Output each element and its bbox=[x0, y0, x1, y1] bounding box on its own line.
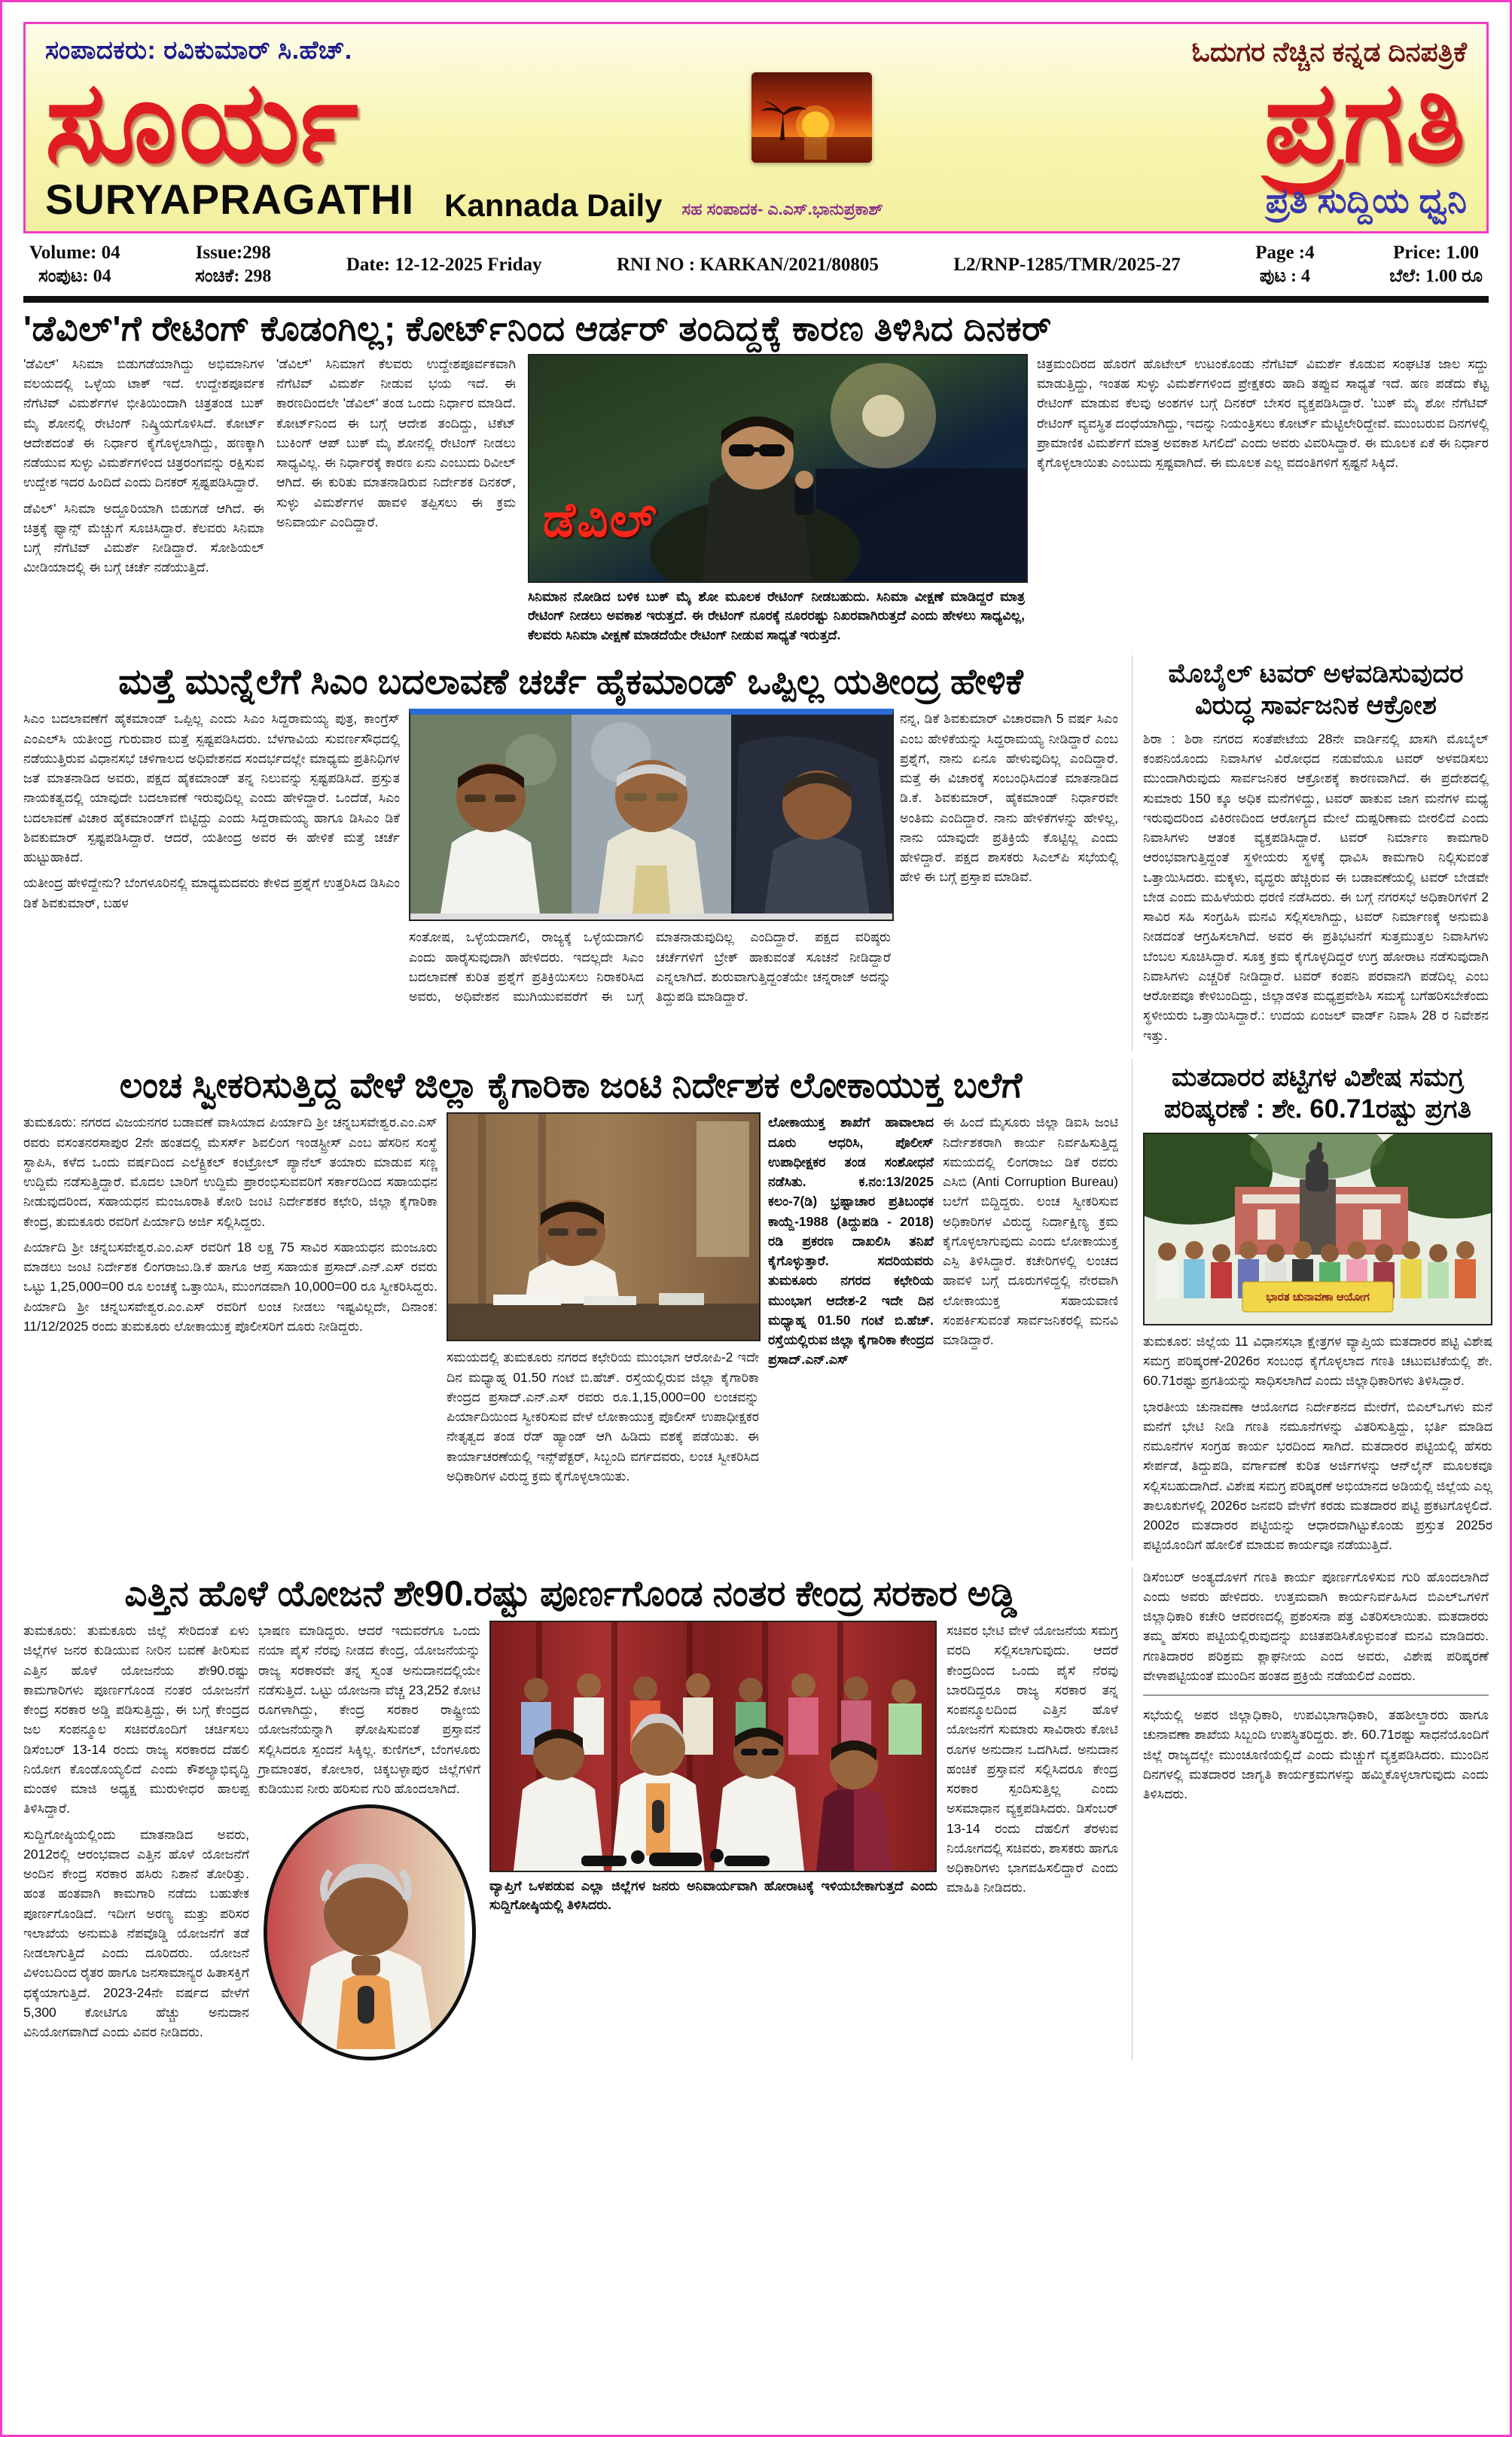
article-devil-col2 bbox=[276, 354, 516, 645]
article-ettina-hole bbox=[23, 1567, 1118, 2061]
paragraph: ಪಿರ್ಯಾದಿ ಶ್ರೀ ಚನ್ನಬಸವೇಶ್ವರ.ಎಂ.ಎಸ್ ರವರಿಗೆ 18 ಲಕ್ಷ 75 ಸಾವಿರ ಸಹಾಯಧನ ಮಂಜೂರು ಮಾಡಲು ಜಂಟಿ ನಿರ್ದೇಶಕ ಲಿಂಗರಾಜು.ಡಿ.ಕೆ ಹಾಗೂ ಆಪ್ತ ಸಹಾಯಕ ಪ್ರಸಾದ್.ಎನ್.ಎಸ್ ರವರು ಒಟ್ಟು 1,25,000=00 ರೂ ಲಂಚಕ್ಕೆ ಒತ್ತಾಯಿಸಿ, ಮುಂಗಡವಾಗಿ 10,000=00 ರೂ ಸ್ವೀಕರಿಸಿದ್ದರು. ಪಿರ್ಯಾದಿ ಶ್ರೀ ಚನ್ನಬಸವೇಶ್ವರ.ಎಂ.ಎಸ್ ರವರಿಗೆ ಲಂಚ ನೀಡಲು ಇಷ್ಟವಿಲ್ಲದೇ, ದಿನಾಂಕ: 11/12/2025 ರಂದು ತುಮಕೂರು ಲೋಕಾಯುಕ್ತ ಪೊಲೀಸರಿಗೆ ದೂರು ನೀಡಿದ್ದರು. bbox=[23, 1239, 437, 1334]
article-devil-figure-block bbox=[528, 354, 1025, 645]
volume-kannada: ಸಂಪುಟ: 04 bbox=[38, 267, 111, 287]
divider-rule bbox=[23, 296, 1489, 303]
paragraph: ನನ್ನ, ಡಿಕೆ ಶಿವಕುಮಾರ್ ವಿಚಾರವಾಗಿ 5 ವರ್ಷ ಸಿಎಂ ಎಂಬ ಹೇಳಿಕೆಯನ್ನು ಸಿದ್ದರಾಮಯ್ಯ ನೀಡಿದ್ದಾರೆ ಎಂಬ ಪ್ರಶ್ನೆಗೆ, ನಾನು ಏನೂ ಹೇಳುವುದಿಲ್ಲ ಎಂದಿದ್ದಾರೆ. ಮತ್ತೆ ಈ ವಿಚಾರಕ್ಕೆ ಸಂಬಂಧಿಸಿದಂತೆ ಮಾತನಾಡಿದ ಡಿ.ಕೆ. ಶಿವಕುಮಾರ್, ಹೈಕಮಾಂಡ್ ನಿರ್ಧಾರವೇ ಅಂತಿಮ ಎಂದಿದ್ದಾರೆ. ನಾನು ಹೇಳಿಕೆಗಳನ್ನು ಹೇಳಿಲ್ಲ, ನಾನು ಯಾವುದೇ ಪ್ರತಿಕ್ರಿಯೆ ಕೊಟ್ಟಿಲ್ಲ ಎಂದು ಹೇಳಿದ್ದಾರೆ. ಪಕ್ಷದ ಶಾಸಕರು ಸಿಎಲ್‌ಪಿ ಸಭೆಯಲ್ಲಿ ಹೇಳಿ ಈ ಬಗ್ಗೆ ಪ್ರಸ್ತಾಪ ಮಾಡಿವೆ. bbox=[900, 711, 1118, 885]
article-voter-revision bbox=[1132, 1059, 1492, 1561]
paragraph: ಚಿತ್ರಮಂದಿರದ ಹೊರಗೆ ಹೊಟೇಲ್ ಉಟಂಕೊಂಡು ನೆಗೆಟಿವ್ ವಿಮರ್ಶೆ ಕೊಡುವ ಸಂಘಟಿತ ಜಾಲ ಸದ್ದು ಮಾಡುತ್ತಿದ್ದು, ಇಂತಹ ಸುಳ್ಳು ವಿಮರ್ಶೆಗಳಿಂದ ಪ್ರೇಕ್ಷಕರು ಹಾದಿ ತಪ್ಪುವ ಸಾಧ್ಯತೆ ಇದೆ. ಹಣ ಪಡೆದು ಕೆಟ್ಟ ರೇಟಿಂಗ್ ಮಾಡುವ ಕೆಲವು ಅಂಶಗಳ ಬಗ್ಗೆ ದಿನಕರ್ ಬೇಸರ ವ್ಯಕ್ತಪಡಿಸಿದ್ದಾರೆ. 'ಬುಕ್ ಮೈ ಶೋ ನೆಗೆಟಿವ್ ರೇಟಿಂಗ್ ವ್ಯವಸ್ಥಿತ ದಂಧೆಯಾಗಿದ್ದು, ಇದನ್ನು ನಿಯಂತ್ರಿಸಲು ಕೋರ್ಟ್ ಮೆಟ್ಟಿಲೇರಿದ್ದೇವೆ. ಮುಂಬರುವ ದಿನಗಳಲ್ಲಿ ಪ್ರಾಮಾಣಿಕ ವಿಮರ್ಶೆಗೆ ಮಾತ್ರ ಅವಕಾಶ ಸಿಗಲಿದೆ' ಎಂದು ಅವರು ವಿವರಿಸಿದ್ದಾರೆ. ಈ ಮೂಲಕ ಏಕೆ ಈ ನಿರ್ಧಾರ ಕೈಗೊಳ್ಳಲಾಯಿತು ಎಂಬುದು ಸ್ಪಷ್ಟವಾಗಿದೆ. ಈ ಮೂಲಕ ಎಲ್ಲ ವದಂತಿಗಳಿಗೆ ಸ್ಪಷ್ಟನೆ ಸಿಕ್ಕಿದೆ. bbox=[1037, 355, 1489, 471]
issue-kannada: ಸಂಚಿಕೆ: 298 bbox=[195, 267, 272, 287]
paragraph: ಶಿರಾ : ಶಿರಾ ನಗರದ ಸಂತೆಪೇಟೆಯ 28ನೇ ವಾರ್ಡಿನಲ್ಲಿ ಖಾಸಗಿ ಮೊಬೈಲ್ ಕಂಪನಿಯೊಂದು ನಿವಾಸಿಗಳ ವಿರೋಧದ ನಡುವೆಯೂ ಟವರ್ ಅಳವಡಿಸಲು ಮುಂದಾಗಿರುವುದು ಸಾರ್ವಜನಿಕರ ಆಕ್ರೋಶಕ್ಕೆ ಕಾರಣವಾಗಿದೆ. ಈ ಪ್ರದೇಶದಲ್ಲಿ ಸುಮಾರು 150 ಕ್ಕೂ ಅಧಿಕ ಮನೆಗಳಿದ್ದು, ಟವರ್ ಹಾಕುವ ಜಾಗ ಮನೆಗಳ ಮಧ್ಯೆ ಇರುವುದರಿಂದ ವಿಕಿರಣದಿಂದ ಆರೋಗ್ಯದ ಮೇಲೆ ದುಷ್ಪರಿಣಾಮ ಬೀರಲಿದೆ ಎಂದು ನಿವಾಸಿಗಳು ಆತಂಕ ವ್ಯಕ್ತಪಡಿಸಿದ್ದಾರೆ. ಟವರ್ ನಿರ್ಮಾಣ ಕಾಮಗಾರಿ ಆರಂಭವಾಗುತ್ತಿದ್ದಂತೆ ಸ್ಥಳೀಯರು ಸ್ಥಳಕ್ಕೆ ಧಾವಿಸಿ ಕಾಮಗಾರಿ ನಿಲ್ಲಿಸುವಂತೆ ಒತ್ತಾಯಿಸಿದರು. ಮಕ್ಕಳು, ವೃದ್ಧರು ಹೆಚ್ಚಿರುವ ಈ ಬಡಾವಣೆಯಲ್ಲಿ ಟವರ್ ಬೇಡವೇ ಬೇಡ ಎಂದು ಮಹಿಳೆಯರು ಧರಣಿ ನಡೆಸಿದರು. ಈ ಬಗ್ಗೆ ನಗರಸಭೆ ಅಧಿಕಾರಿಗಳಿಗೆ 2 ಸಾವಿರ ಸಹಿ ಸಂಗ್ರಹಿಸಿ ಮನವಿ ಸಲ್ಲಿಸಲಾಗಿದ್ದು, ಟವರ್ ನಿರ್ಮಾಣಕ್ಕೆ ಅನುಮತಿ ನೀಡದಂತೆ ಆಗ್ರಹಿಸಲಾಗಿದೆ. ಅವರ ಈ ಪ್ರತಿಭಟನೆಗೆ ಸುತ್ತಮುತ್ತಲ ನಿವಾಸಿಗಳು ಬೆಂಬಲ ಸೂಚಿಸಿದ್ದಾರೆ. ಸೂಕ್ತ ಕ್ರಮ ಕೈಗೊಳ್ಳದಿದ್ದರೆ ಉಗ್ರ ಹೋರಾಟ ನಡೆಸುವುದಾಗಿ ನಿವಾಸಿಗಳು ಎಚ್ಚರಿಕೆ ನೀಡಿದ್ದಾರೆ. ಟವರ್ ಕಂಪನಿ ಪರವಾನಗಿ ಪಡೆದಿಲ್ಲ ಎಂಬ ಆರೋಪವೂ ಕೇಳಿಬಂದಿದ್ದು, ಜಿಲ್ಲಾಡಳಿತ ಮಧ್ಯಪ್ರವೇಶಿಸಿ ಸಮಸ್ಯೆ ಬಗೆಹರಿಸಬೇಕೆಂದು ಸ್ಥಳೀಯರು ಒತ್ತಾಯಿಸಿದ್ದಾರೆ.: ಉದಯ ಏಂಜಲ್ ವಾರ್ಡ್ ನಿವಾಸಿ 28 ರ ನಿವೇಶನ ಇತ್ತು. bbox=[1143, 730, 1489, 1043]
price-kannada: ಬೆಲೆ: 1.00 ರೂ bbox=[1389, 267, 1483, 287]
halappa-portrait-photo bbox=[264, 1804, 476, 2060]
price-cell bbox=[1389, 241, 1483, 288]
article-cm-below-photo bbox=[409, 927, 891, 1009]
paragraph: 'ಡೆವಿಲ್' ಸಿನಿಮಾ ಬಿಡುಗಡೆಯಾಗಿದ್ದು ಅಭಿಮಾನಿಗಳ ವಲಯದಲ್ಲಿ ಒಳ್ಳೆಯ ಟಾಕ್ ಇದೆ. ಉದ್ದೇಶಪೂರ್ವಕ ನೆಗೆಟಿವ್ ವಿಮರ್ಶೆಗಳ ಭೀತಿಯಿಂದಾಗಿ ಚಿತ್ರತಂಡ ಬುಕ್ ಮೈ ಶೋನಲ್ಲಿ ರೇಟಿಂಗ್ ನಿಷ್ಕ್ರಿಯಗೊಳಿಸಿದೆ. ಕೋರ್ಟ್ ಆದೇಶದಂತೆ ಈ ನಿರ್ಧಾರ ಕೈಗೊಳ್ಳಲಾಗಿದ್ದು, ಹಣಕ್ಕಾಗಿ ನಡೆಯುವ ಸುಳ್ಳು ವಿಮರ್ಶೆಗಳಿಂದ ಚಿತ್ರರಂಗವನ್ನು ರಕ್ಷಿಸುವ ಉದ್ದೇಶ ಇದರ ಹಿಂದಿದೆ ಎಂದು ದಿನಕರ್ ಸ್ಪಷ್ಟಪಡಿಸಿದ್ದಾರೆ. bbox=[23, 355, 264, 490]
paragraph: ತುಮಕೂರ: ಜಿಲ್ಲೆಯ 11 ವಿಧಾನಸಭಾ ಕ್ಷೇತ್ರಗಳ ವ್ಯಾಪ್ತಿಯ ಮತದಾರರ ಪಟ್ಟಿ ವಿಶೇಷ ಸಮಗ್ರ ಪರಿಷ್ಕರಣೆ-2026ರ ಸಂಬಂಧ ಕೈಗೊಳ್ಳಲಾದ ಗಣತಿ ಚಟುವಟಿಕೆಯಲ್ಲಿ ಶೇ. 60.71ರಷ್ಟು ಪ್ರಗತಿಯನ್ನು ಸಾಧಿಸಲಾಗಿದೆ ಎಂದು ಜಿಲ್ಲಾಧಿಕಾರಿಗಳು ತಿಳಿಸಿದ್ದಾರೆ. bbox=[1143, 1333, 1492, 1389]
paragraph: ಲೋಕಾಯುಕ್ತ ಶಾಖೆಗೆ ಹಾವಾಲಾದ ದೂರು ಆಧರಿಸಿ, ಪೊಲೀಸ್ ಉಪಾಧೀಕ್ಷಕರ ತಂಡ ಸಂಶೋಧನೆ ನಡೆಸಿತು. ಕ.ನಂ:13/2025 ಕಲಂ-7(ಡಿ) ಭ್ರಷ್ಟಾಚಾರ ಪ್ರತಿಬಂಧಕ ಕಾಯ್ದೆ-1988 (ತಿದ್ದುಪಡಿ - 2018) ರಡಿ ಪ್ರಕರಣ ದಾಖಲಿಸಿ ತನಿಖೆ ಕೈಗೊಳ್ಳುತ್ತಾರೆ. ಸದರಿಯವರು ತುಮಕೂರು ನಗರದ ಕಛೇರಿಯ ಮುಂಭಾಗ ಆದೇಶ-2 ಇದೇ ದಿನ ಮಧ್ಯಾಹ್ನ 01.50 ಗಂಟೆ ಬಿ.ಹೆಚ್. ರಸ್ತೆಯಲ್ಲಿರುವ ಜಿಲ್ಲಾ ಕೈಗಾರಿಕಾ ಕೇಂದ್ರದ ಪ್ರಸಾದ್.ಎನ್.ಎಸ್ bbox=[768, 1115, 934, 1368]
article-bribe-headline: ಲಂಚ ಸ್ವೀಕರಿಸುತ್ತಿದ್ದ ವೇಳೆ ಜಿಲ್ಲಾ ಕೈಗಾರಿಕಾ ಜಂಟಿ ನಿರ್ದೇಶಕ ಲೋಕಾಯುಕ್ತ ಬಲೆಗೆ bbox=[119, 1064, 1023, 1105]
paragraph: ಸಮಯದಲ್ಲಿ ತುಮಕೂರು ನಗರದ ಕಛೇರಿಯ ಮುಂಭಾಗ ಆರೋಪಿ-2 ಇದೇ ದಿನ ಮಧ್ಯಾಹ್ನ 01.50 ಗಂಟೆ ಬಿ.ಹೆಚ್. ರಸ್ತೆಯಲ್ಲಿರುವ ಜಿಲ್ಲಾ ಕೈಗಾರಿಕಾ ಕೇಂದ್ರದ ಪ್ರಸಾದ್.ಎನ್.ಎಸ್ ರವರು ರೂ.1,15,000=00 ಲಂಚವನ್ನು ಪಿರ್ಯಾದಿಯಿಂದ ಸ್ವೀಕರಿಸುವ ವೇಳೆ ಲೋಕಾಯುಕ್ತ ಪೊಲೀಸ್ ಉಪಾಧೀಕ್ಷಕರ ನೇತೃತ್ವದ ತಂಡ ರೆಡ್ ಹ್ಯಾಂಡ್ ಆಗಿ ಹಿಡಿದು ವಶಕ್ಕೆ ಪಡೆಯಿತು. ಈ ಕಾರ್ಯಾಚರಣೆಯಲ್ಲಿ ಇನ್ಸ್‌ಪೆಕ್ಟರ್, ಸಿಬ್ಬಂದಿ ವರ್ಗದವರು, ಲಂಚ ಸ್ವೀಕರಿಸಿದ ಅಧಿಕಾರಿಗಳ ವಿರುದ್ಧ ಕ್ರಮ ಕೈಗೊಳ್ಳಲಾಯಿತು. bbox=[447, 1350, 759, 1484]
paragraph: ಸಭೆಯಲ್ಲಿ ಅಪರ ಜಿಲ್ಲಾಧಿಕಾರಿ, ಉಪವಿಭಾಗಾಧಿಕಾರಿ, ತಹಶೀಲ್ದಾರರು ಹಾಗೂ ಚುನಾವಣಾ ಶಾಖೆಯ ಸಿಬ್ಬಂದಿ ಉಪಸ್ಥಿತರಿದ್ದರು. ಶೇ. 60.71ರಷ್ಟು ಸಾಧನೆಯೊಂದಿಗೆ ಜಿಲ್ಲೆ ರಾಜ್ಯದಲ್ಲೇ ಮುಂಚೂಣಿಯಲ್ಲಿದೆ ಎಂದು ಮೆಚ್ಚುಗೆ ವ್ಯಕ್ತಪಡಿಸಿದರು. ಮುಂದಿನ ದಿನಗಳಲ್ಲಿ ಮತದಾರರ ಜಾಗೃತಿ ಕಾರ್ಯಕ್ರಮಗಳನ್ನು ಹಮ್ಮಿಕೊಳ್ಳಲಾಗುವುದು ಎಂದು ತಿಳಿಸಿದರು. bbox=[1143, 1707, 1489, 1802]
article-lokayukta-bribe bbox=[23, 1059, 1118, 1561]
coeditor-line: ಸಹ ಸಂಪಾದಕ- ಎ.ಎಸ್.ಭಾನುಪ್ರಕಾಶ್ bbox=[681, 200, 883, 218]
paragraph: 'ಡೆವಿಲ್' ಸಿನಿಮಾಗೆ ಕೆಲವರು ಉದ್ದೇಶಪೂರ್ವಕವಾಗಿ ನೆಗೆಟಿವ್ ವಿಮರ್ಶೆ ನೀಡುವ ಭಯ ಇದೆ. ಈ ಕಾರಣದಿಂದಲೇ 'ಡೆವಿಲ್' ತಂಡ ಒಂದು ನಿರ್ಧಾರ ಮಾಡಿದೆ. ಕೋರ್ಟ್‌ನಿಂದ ಈ ಬಗ್ಗೆ ಆದೇಶ ತಂದಿದ್ದು, ಟಿಕೆಟ್ ಬುಕಿಂಗ್ ಆಪ್ ಬುಕ್ ಮೈ ಶೋನಲ್ಲಿ ರೇಟಿಂಗ್ ನೀಡಲು ಸಾಧ್ಯವಿಲ್ಲ. ಈ ನಿರ್ಧಾರಕ್ಕೆ ಕಾರಣ ಏನು ಎಂಬುದು ರಿವೀಲ್ ಆಗಿದೆ. ಈ ಕುರಿತು ಮಾತನಾಡಿರುವ ನಿರ್ದೇಶಕ ದಿನಕರ್, ಸುಳ್ಳು ವಿಮರ್ಶೆಗಳ ಹಾವಳಿ ತಪ್ಪಿಸಲು ಈ ಕ್ರಮ ಅನಿವಾರ್ಯ ಎಂದಿದ್ದಾರೆ. bbox=[276, 355, 516, 529]
article-devil-rating bbox=[23, 310, 1489, 645]
paragraph: ತುಮಕೂರು: ನಗರದ ವಿಜಯನಗರ ಬಡಾವಣೆ ವಾಸಿಯಾದ ಪಿರ್ಯಾದಿ ಶ್ರೀ ಚನ್ನಬಸವೇಶ್ವರ.ಎಂ.ಎಸ್ ರವರು ವಸಂತನರಸಾಪುರ 2ನೇ ಹಂತದಲ್ಲಿ ಮೆಸರ್ಸ್ ಶಿವಲಿಂಗ ಇಂಡಸ್ಟ್ರೀಸ್ ಎಂಬ ಹೆಸರಿನ ಸಂಸ್ಥೆ ಸ್ಥಾಪಿಸಿ, ಕಳೆದ ಒಂದು ವರ್ಷದಿಂದ ಎಲೆಕ್ಟ್ರಿಕಲ್ ಕಂಟ್ರೋಲ್ ಪ್ಯಾನೆಲ್ ತಯಾರು ಮಾಡುವ ಸಣ್ಣ ಉದ್ದಿಮೆ ನಡೆಸುತ್ತಿದ್ದಾರೆ. ಮೊದಲ ಬಾರಿಗೆ ಉದ್ದಿಮೆ ಪ್ರಾರಂಭಿಸುವವರಿಗೆ ಸರ್ಕಾರದಿಂದ ಸಹಾಯಧನ ನೀಡುವುದರಿಂದ, ಸಹಾಯಧನ ಮಂಜೂರಾತಿ ಕೋರಿ ಜಂಟಿ ನಿರ್ದೇಶಕರ ಕಛೇರಿ, ಜಿಲ್ಲಾ ಕೈಗಾರಿಕಾ ಕೇಂದ್ರ, ತುಮಕೂರು ರವರಿಗೆ ಪಿರ್ಯಾದಿ ಅರ್ಜಿ ಸಲ್ಲಿಸಿದ್ದರು. bbox=[23, 1115, 437, 1229]
masthead-tagline: ಓದುಗರ ನೆಚ್ಚಿನ ಕನ್ನಡ ದಿನಪತ್ರಿಕೆ bbox=[1191, 36, 1467, 67]
article-bribe-col1 bbox=[23, 1112, 437, 1492]
rni-number: RNI NO : KARKAN/2021/80805 bbox=[616, 254, 879, 275]
article-voters-continued bbox=[1132, 1567, 1489, 2061]
article-bribe-figure-block bbox=[447, 1112, 759, 1492]
article-cm-headline: ಮತ್ತೆ ಮುನ್ನೆಲೆಗೆ ಸಿಎಂ ಬದಲಾವಣೆ ಚರ್ಚೆ ಹೈಕಮಾಂಡ್ ಒಪ್ಪಿಲ್ಲ ಯತೀಂದ್ರ ಹೇಳಿಕೆ bbox=[118, 660, 1023, 701]
politicians-photo-strip bbox=[409, 709, 894, 921]
paragraph: ಡಿಸೆಂಬರ್ ಅಂತ್ಯದೊಳಗೆ ಗಣತಿ ಕಾರ್ಯ ಪೂರ್ಣಗೊಳಿಸುವ ಗುರಿ ಹೊಂದಲಾಗಿದೆ ಎಂದು ಅವರು ಹೇಳಿದರು. ಉತ್ತಮವಾಗಿ ಕಾರ್ಯನಿರ್ವಹಿಸಿದ ಬಿಎಲ್‌ಒಗಳಿಗೆ ಜಿಲ್ಲಾಧಿಕಾರಿ ಕಚೇರಿ ಆವರಣದಲ್ಲಿ ಪ್ರಶಂಸನಾ ಪತ್ರ ವಿತರಿಸಲಾಯಿತು. ಮತದಾರರು ತಮ್ಮ ಹೆಸರು ಪಟ್ಟಿಯಲ್ಲಿರುವುದನ್ನು ಖಚಿತಪಡಿಸಿಕೊಳ್ಳುವಂತೆ ಮನವಿ ಮಾಡಿದರು. ಗಣತಿದಾರರ ಪರಿಶ್ರಮ ಶ್ಲಾಘನೀಯ ಎಂದ ಅವರು, ವಿಶೇಷ ಪರಿಷ್ಕರಣೆ ವೇಳಾಪಟ್ಟಿಯಂತೆ ಮುಂದಿನ ಹಂತದ ಪ್ರಕ್ರಿಯೆ ನಡೆಯಲಿದೆ ಎಂದರು. bbox=[1143, 1569, 1489, 1683]
article-mobile-tower bbox=[1132, 655, 1489, 1051]
price-english: Price: 1.00 bbox=[1393, 242, 1479, 263]
issue-cell bbox=[195, 241, 271, 288]
article-ettina-col2-block bbox=[258, 1621, 480, 2060]
page-cell bbox=[1255, 241, 1314, 288]
article-ettina-headline: ಎತ್ತಿನ ಹೊಳೆ ಯೋಜನೆ ಶೇ90.ರಷ್ಟು ಪೂರ್ಣಗೊಂಡ ನಂತರ ಕೇಂದ್ರ ಸರಕಾರ ಅಡ್ಡಿ bbox=[124, 1572, 1017, 1613]
masthead-title-english: SURYAPRAGATHI bbox=[45, 175, 415, 223]
devil-movie-title-overlay: ಡೆವಿಲ್ bbox=[543, 492, 658, 547]
article-bribe-col3 bbox=[768, 1112, 934, 1492]
page-kannada: ಪುಟ : 4 bbox=[1259, 267, 1311, 287]
article-voters-headline: ಮತದಾರರ ಪಟ್ಟಿಗಳ ವಿಶೇಷ ಸಮಗ್ರ ಪರಿಷ್ಕರಣೆ : ಶೇ. 60.71ರಷ್ಟು ಪ್ರಗತಿ bbox=[1164, 1062, 1471, 1124]
article-ettina-col2 bbox=[258, 1621, 480, 1798]
press-photo-caption: ವ್ಯಾಪ್ತಿಗೆ ಒಳಪಡುವ ಎಲ್ಲಾ ಜಿಲ್ಲೆಗಳ ಜನರು ಅನಿವಾರ್ಯವಾಗಿ ಹೋರಾಟಕ್ಕೆ ಇಳಿಯಬೇಕಾಗುತ್ತದೆ ಎಂದು ಸುದ್ದಿಗೋಷ್ಠಿಯಲ್ಲಿ ತಿಳಿಸಿದರು. bbox=[489, 1878, 937, 1913]
registration-number: L2/RNP-1285/TMR/2025-27 bbox=[953, 254, 1181, 275]
article-bribe-col2 bbox=[447, 1347, 759, 1486]
article-ettina-col4 bbox=[947, 1621, 1118, 2060]
press-conference-photo bbox=[489, 1621, 937, 1872]
paragraph: ತುಮಕೂರು: ತುಮಕೂರು ಜಿಲ್ಲೆ ಸೇರಿದಂತೆ ಏಳು ಜಿಲ್ಲೆಗಳ ಜನರ ಕುಡಿಯುವ ನೀರಿನ ಬವಣೆ ತೀರಿಸುವ ಎತ್ತಿನ ಹೊಳೆ ಯೋಜನೆಯ ಶೇ90.ರಷ್ಟು ಕಾಮಗಾರಿಗಳು ಪೂರ್ಣಗೊಂಡ ನಂತರ ಯೋಜನೆಗೆ ಕೇಂದ್ರ ಸರಕಾರ ಅಡ್ಡಿ ಪಡಿಸುತ್ತಿದ್ದು, ಈ ಬಗ್ಗೆ ಕೇಂದ್ರದ ಜಲ ಸಂಪನ್ಮೂಲ ಸಚಿವರೊಂದಿಗೆ ಚರ್ಚಿಸಲು ಡಿಸೆಂಬರ್ 13-14 ರಂದು ರಾಜ್ಯ ಸರಕಾರದ ದೆಹಲಿ ನಿಯೋಗ ಕೊಂಡೊಯ್ಯಲಿದೆ ಎಂದು ಕೌಶಲ್ಯಾಭಿವೃದ್ಧಿ ಮಂಡಳಿ ಮಾಜಿ ಅಧ್ಯಕ್ಷ ಮುರುಳೀಧರ ಹಾಲಪ್ಪ ತಿಳಿಸಿದ್ದಾರೆ. bbox=[23, 1623, 249, 1816]
paragraph: ಸಚಿವರ ಭೇಟಿ ವೇಳೆ ಯೋಜನೆಯ ಸಮಗ್ರ ವರದಿ ಸಲ್ಲಿಸಲಾಗುವುದು. ಆದರೆ ಕೇಂದ್ರದಿಂದ ಒಂದು ಪೈಸೆ ನೆರವು ಬಾರದಿದ್ದರೂ ರಾಜ್ಯ ಸರಕಾರ ತನ್ನ ಸಂಪನ್ಮೂಲದಿಂದ ಎತ್ತಿನ ಹೊಳೆ ಯೋಜನೆಗೆ ಸುಮಾರು ಸಾವಿರಾರು ಕೋಟಿ ರೂಗಳ ಅನುದಾನ ಒದಗಿಸಿದೆ. ಅನುದಾನ ಹಂಚಿಕೆ ಪ್ರಸ್ತಾವನೆ ಸಲ್ಲಿಸಿದರೂ ಕೇಂದ್ರ ಸರಕಾರ ಸ್ಪಂದಿಸುತ್ತಿಲ್ಲ ಎಂದು ಅಸಮಾಧಾನ ವ್ಯಕ್ತಪಡಿಸಿದರು. ಡಿಸೆಂಬರ್ 13-14 ರಂದು ದೆಹಲಿಗೆ ತೆರಳುವ ನಿಯೋಗದಲ್ಲಿ ಸಚಿವರು, ಶಾಸಕರು ಹಾಗೂ ಅಧಿಕಾರಿಗಳು ಭಾಗವಹಿಸಲಿದ್ದಾರೆ ಎಂದು ಮಾಹಿತಿ ನೀಡಿದರು. bbox=[947, 1623, 1118, 1896]
article-devil-headline: 'ಡೆವಿಲ್'ಗೆ ರೇಟಿಂಗ್ ಕೊಡಂಗಿಲ್ಲ; ಕೋರ್ಟ್‌ನಿಂದ ಆರ್ಡರ್ ತಂದಿದ್ದಕ್ಕೆ ಕಾರಣ ತಿಳಿಸಿದ ದಿನಕರ್ bbox=[23, 308, 1052, 348]
sunset-palm-logo bbox=[751, 72, 872, 163]
paragraph: ಭಾಷಣ ಮಾಡಿದ್ದರು. ಆದರೆ ಇದುವರೆಗೂ ಒಂದು ನಯಾ ಪೈಸೆ ನೆರವು ನೀಡದ ಕೇಂದ್ರ, ಯೋಜನೆಯನ್ನು ರಾಜ್ಯ ಸರಕಾರವೇ ತನ್ನ ಸ್ವಂತ ಅನುದಾನದಲ್ಲಿಯೇ ನಡೆಸುತ್ತಿದೆ. ಒಟ್ಟು ಯೋಜನಾ ವೆಚ್ಚ 23,252 ಕೋಟಿ ರೂಗಳಾಗಿದ್ದು, ಕೇಂದ್ರ ಸರಕಾರ ರಾಷ್ಟ್ರೀಯ ಯೋಜನೆಯನ್ನಾಗಿ ಘೋಷಿಸುವಂತೆ ಪ್ರಸ್ತಾವನೆ ಸಲ್ಲಿಸಿದರೂ ಸ್ಪಂದನೆ ಸಿಕ್ಕಿಲ್ಲ. ಕುಣಿಗಲ್, ಬೆಂಗಳೂರು ಗ್ರಾಮಾಂತರ, ಕೋಲಾರ, ಚಿಕ್ಕಬಳ್ಳಾಪುರ ಜಿಲ್ಲೆಗಳಿಗೆ ಕುಡಿಯುವ ನೀರು ಹರಿಸುವ ಗುರಿ ಹೊಂದಲಾಗಿದೆ. bbox=[258, 1623, 480, 1797]
devil-photo-caption: ಸಿನಿಮಾನ ನೋಡಿದ ಬಳಿಕ ಬುಕ್ ಮೈ ಶೋ ಮೂಲಕ ರೇಟಿಂಗ್ ನೀಡಬಹುದು. ಸಿನಿಮಾ ವೀಕ್ಷಣೆ ಮಾಡಿದ್ದರೆ ಮಾತ್ರ ರೇಟಿಂಗ್ ನೀಡಲು ಅವಕಾಶ ಇರುತ್ತದೆ. ಈ ರೇಟಿಂಗ್ ನೂರಕ್ಕೆ ನೂರರಷ್ಟು ನಿಖರವಾಗಿರುತ್ತದೆ ಎಂದು ಹೇಳಲು ಸಾಧ್ಯವಿಲ್ಲ, ಕೆಲವರು ಸಿನಿಮಾ ವೀಕ್ಷಣೆ ಮಾಡದೆಯೇ ರೇಟಿಂಗ್ ನೀಡುವ ಸಾಧ್ಯತೆ ಇರುತ್ತದೆ. bbox=[528, 588, 1025, 642]
masthead-slogan: ಪ್ರತಿ ಸುದ್ದಿಯ ಧ್ವನಿ bbox=[1265, 181, 1467, 220]
officer-desk-photo bbox=[447, 1112, 761, 1341]
paragraph: ಯತೀಂದ್ರ ಹೇಳಿದ್ದೇನು? ಬೆಂಗಳೂರಿನಲ್ಲಿ ಮಾಧ್ಯಮದವರು ಕೇಳಿದ ಪ್ರಶ್ನೆಗೆ ಉತ್ತರಿಸಿದ ಡಿಸಿಎಂ ಡಿಕೆ ಶಿವಕುಮಾರ್, ಬಹಳ bbox=[23, 875, 400, 910]
volume-english: Volume: 04 bbox=[29, 242, 120, 263]
article-ettina-col1 bbox=[23, 1621, 249, 2060]
issue-english: Issue:298 bbox=[195, 242, 271, 263]
event-banner-text: ಭಾರತ ಚುನಾವಣಾ ಆಯೋಗ bbox=[1266, 1290, 1370, 1304]
paragraph: ಸಿಎಂ ಬದಲಾವಣೆಗೆ ಹೈಕಮಾಂಡ್ ಒಪ್ಪಿಲ್ಲ ಎಂದು ಸಿಎಂ ಸಿದ್ದರಾಮಯ್ಯ ಪುತ್ರ, ಕಾಂಗ್ರೆಸ್ ಎಂಎಲ್‌ಸಿ ಯತೀಂದ್ರ ಗುರುವಾರ ಮತ್ತೆ ಸ್ಪಷ್ಟಪಡಿಸಿದರು. ಬೆಳಗಾವಿಯ ಸುವರ್ಣಸೌಧದಲ್ಲಿ ನಡೆಯುತ್ತಿರುವ ವಿಧಾನಸಭೆ ಚಳಿಗಾಲದ ಅಧಿವೇಶನದ ಸಂದರ್ಭದಲ್ಲೇ ಮಾಧ್ಯಮ ಪ್ರತಿನಿಧಿಗಳ ಜತೆ ಮಾತನಾಡಿದ ಅವರು, ಪಕ್ಷದ ಹೈಕಮಾಂಡ್ ತನ್ನ ನಿಲುವನ್ನು ಸ್ಪಷ್ಟಪಡಿಸಿದೆ. ಪ್ರಸ್ತುತ ನಾಯಕತ್ವದಲ್ಲಿ ಯಾವುದೇ ಬದಲಾವಣೆ ಇರುವುದಿಲ್ಲ ಎಂದು ಹೇಳಿದ್ದಾರೆ. ಒಂದೆಡೆ, ಸಿಎಂ ಬದಲಾವಣೆ ವಿಚಾರ ಹೈಕಮಾಂಡ್‌ಗೆ ಬಿಟ್ಟಿದ್ದು ಎಂದು ಸಿದ್ದರಾಮಯ್ಯ ಹಾಗೂ ಡಿಸಿಎಂ ಡಿಕೆ ಶಿವಕುಮಾರ್ ಸ್ಪಷ್ಟಪಡಿಸಿದ್ದಾರೆ. ಆದರೆ, ಯತೀಂದ್ರ ಅವರ ಈ ಹೇಳಿಕೆ ಮತ್ತೆ ಚರ್ಚೆ ಹುಟ್ಟುಹಾಕಿದೆ. bbox=[23, 711, 400, 865]
paragraph: ಡೆವಿಲ್' ಸಿನಿಮಾ ಅದ್ದೂರಿಯಾಗಿ ಬಿಡುಗಡೆ ಆಗಿದೆ. ಈ ಚಿತ್ರಕ್ಕೆ ಫ್ಯಾನ್ಸ್ ಮೆಚ್ಚುಗೆ ಸೂಚಿಸಿದ್ದಾರೆ. ಕೆಲವರು ಸಿನಿಮಾ ಬಗ್ಗೆ ನೆಗೆಟಿವ್ ವಿಮರ್ಶೆ ನೀಡಿದ್ದಾರೆ. ಸೋಶಿಯಲ್ ಮೀಡಿಯಾದಲ್ಲಿ ಈ ಬಗ್ಗೆ ಚರ್ಚೆ ನಡೆಯುತ್ತಿದೆ. bbox=[23, 500, 264, 575]
article-bribe-col4 bbox=[943, 1112, 1118, 1492]
issue-info-bar bbox=[23, 233, 1489, 294]
devil-movie-photo bbox=[528, 354, 1028, 583]
article-cm-col3 bbox=[900, 709, 1118, 1009]
masthead-title-kannada-left: ಸೂರ್ಯ bbox=[45, 59, 360, 185]
volume-cell bbox=[29, 241, 120, 288]
article-tower-headline: ಮೊಬೈಲ್ ಟವರ್ ಅಳವಡಿಸುವುದರ ವಿರುದ್ಧ ಸಾರ್ವಜನಿಕ ಆಕ್ರೋಶ bbox=[1168, 658, 1464, 720]
masthead-title-kannada-right: ಪ್ರಗತಿ bbox=[1264, 59, 1467, 185]
masthead bbox=[23, 22, 1489, 233]
article-devil-col4 bbox=[1037, 354, 1489, 645]
article-cm-figure-block bbox=[409, 709, 891, 1009]
masthead-subtitle-english: Kannada Daily bbox=[444, 188, 663, 223]
editor-line: ಸಂಪಾದಕರು: ರವಿಕುಮಾರ್ ಸಿ.ಹೆಚ್. bbox=[45, 36, 352, 65]
column-separator bbox=[1143, 1694, 1489, 1696]
article-devil-col1 bbox=[23, 354, 264, 645]
paragraph: ಸುದ್ದಿಗೋಷ್ಠಿಯಲ್ಲಿಂದು ಮಾತನಾಡಿದ ಅವರು, 2012ರಲ್ಲಿ ಆರಂಭವಾದ ಎತ್ತಿನ ಹೊಳೆ ಯೋಜನೆಗೆ ಅಂದಿನ ಕೇಂದ್ರ ಸರಕಾರ ಹಸಿರು ನಿಶಾನೆ ತೋರಿತ್ತು. ಹಂತ ಹಂತವಾಗಿ ಕಾಮಗಾರಿ ನಡೆದು ಬಹುತೇಕ ಪೂರ್ಣಗೊಂಡಿದೆ. ಇದೀಗ ಅರಣ್ಯ ಮತ್ತು ಪರಿಸರ ಇಲಾಖೆಯ ಅನುಮತಿ ನೆಪವೊಡ್ಡಿ ಯೋಜನೆಗೆ ತಡೆ ನೀಡಲಾಗುತ್ತಿದೆ ಎಂದು ದೂರಿದರು. ಯೋಜನೆ ವಿಳಂಬದಿಂದ ರೈತರ ಹಾಗೂ ಜನಸಾಮಾನ್ಯರ ಹಿತಾಸಕ್ತಿಗೆ ಧಕ್ಕೆಯಾಗುತ್ತಿದೆ. 2023-24ನೇ ವರ್ಷದ ವೇಳೆಗೆ 5,300 ಕೋಟಿಗೂ ಹೆಚ್ಚು ಅನುದಾನ ವಿನಿಯೋಗವಾಗಿದೆ ಎಂದು ವಿವರ ನೀಡಿದರು. bbox=[23, 1826, 249, 2040]
voter-event-group-photo bbox=[1143, 1133, 1492, 1325]
article-tower-body bbox=[1143, 729, 1489, 1045]
article-cm-col1 bbox=[23, 709, 400, 1009]
article-ettina-figure-block bbox=[489, 1621, 937, 2060]
paragraph: ಸಂತೋಷ, ಒಳ್ಳೆಯದಾಗಲಿ, ರಾಜ್ಯಕ್ಕೆ ಒಳ್ಳೆಯದಾಗಲಿ ಎಂದು ಹಾರೈಸುವುದಾಗಿ ಹೇಳಿದರು. ಇದಲ್ಲದೇ ಸಿಎಂ ಬದಲಾವಣೆ ಕುರಿತ ಪ್ರಶ್ನೆಗೆ ಪ್ರತಿಕ್ರಿಯಿಸಲು ನಿರಾಕರಿಸಿದ ಅವರು, ಅಧಿವೇಶನ ಮುಗಿಯುವವರೆಗೆ ಈ ಬಗ್ಗೆ ಮಾತನಾಡುವುದಿಲ್ಲ ಎಂದಿದ್ದಾರೆ. ಪಕ್ಷದ ವರಿಷ್ಠರು ಚರ್ಚೆಗಳಿಗೆ ಬ್ರೇಕ್ ಹಾಕುವಂತೆ ಸೂಚನೆ ನೀಡಿದ್ದಾರೆ ಎನ್ನಲಾಗಿದೆ. ಶುರುವಾಗುತ್ತಿದ್ದಂತೆಯೇ ಚನ್ನರಾಜ್ ಅದನ್ನು ತಿದ್ದುಪಡಿ ಮಾಡಿದ್ದಾರೆ. bbox=[409, 929, 891, 1005]
article-cm-change bbox=[23, 655, 1118, 1051]
date-cell: Date: 12-12-2025 Friday bbox=[346, 254, 542, 275]
page-english: Page :4 bbox=[1255, 242, 1315, 263]
paragraph: ಭಾರತೀಯ ಚುನಾವಣಾ ಆಯೋಗದ ನಿರ್ದೇಶನದ ಮೇರೆಗೆ, ಬಿಎಲ್‌ಒಗಳು ಮನೆ ಮನೆಗೆ ಭೇಟಿ ನೀಡಿ ಗಣತಿ ನಮೂನೆಗಳನ್ನು ವಿತರಿಸುತ್ತಿದ್ದು, ಭರ್ತಿ ಮಾಡಿದ ನಮೂನೆಗಳ ಸಂಗ್ರಹ ಕಾರ್ಯ ಭರದಿಂದ ಸಾಗಿದೆ. ಮತದಾರರ ಪಟ್ಟಿಯಲ್ಲಿ ಹೆಸರು ಸೇರ್ಪಡೆ, ತಿದ್ದುಪಡಿ, ವರ್ಗಾವಣೆ ಕುರಿತ ಅರ್ಜಿಗಳನ್ನು ಆನ್‌ಲೈನ್ ಮೂಲಕವೂ ಸಲ್ಲಿಸಬಹುದಾಗಿದೆ. ವಿಶೇಷ ಸಮಗ್ರ ಪರಿಷ್ಕರಣೆ ಅಭಿಯಾನದ ಅಡಿಯಲ್ಲಿ ಜಿಲ್ಲೆಯ ಎಲ್ಲ ತಾಲೂಕುಗಳಲ್ಲಿ 2026ರ ಜನವರಿ ವೇಳೆಗೆ ಕರಡು ಮತದಾರರ ಪಟ್ಟಿ ಪ್ರಕಟಗೊಳ್ಳಲಿದೆ. 2002ರ ಮತದಾರರ ಪಟ್ಟಿಯನ್ನು ಆಧಾರವಾಗಿಟ್ಟುಕೊಂಡು ಪ್ರಸ್ತುತ 2025ರ ಪಟ್ಟಿಯೊಂದಿಗೆ ಹೋಲಿಕೆ ಮಾಡುವ ಕಾರ್ಯವೂ ನಡೆಯುತ್ತಿದೆ. bbox=[1143, 1398, 1492, 1553]
paragraph: ಈ ಹಿಂದೆ ಮೈಸೂರು ಜಿಲ್ಲಾ ಡಿಐಸಿ ಜಂಟಿ ನಿರ್ದೇಶಕರಾಗಿ ಕಾರ್ಯ ನಿರ್ವಹಿಸುತ್ತಿದ್ದ ಸಮಯದಲ್ಲಿ ಲಿಂಗರಾಜು ಡಿಕೆ ರವರು ಎಸಿಬಿ (Anti Corruption Bureau) ಬಲೆಗೆ ಬಿದ್ದಿದ್ದರು. ಲಂಚ ಸ್ವೀಕರಿಸುವ ಅಧಿಕಾರಿಗಳ ವಿರುದ್ಧ ನಿರ್ದಾಕ್ಷಿಣ್ಯ ಕ್ರಮ ಕೈಗೊಳ್ಳಲಾಗುವುದು ಎಂದು ಲೋಕಾಯುಕ್ತ ಎಸ್ಪಿ ತಿಳಿಸಿದ್ದಾರೆ. ಕಚೇರಿಗಳಲ್ಲಿ ಲಂಚದ ಹಾವಳಿ ಬಗ್ಗೆ ದೂರುಗಳಿದ್ದಲ್ಲಿ ನೇರವಾಗಿ ಲೋಕಾಯುಕ್ತ ಸಹಾಯವಾಣಿ ಸಂಪರ್ಕಿಸುವಂತೆ ಸಾರ್ವಜನಿಕರಲ್ಲಿ ಮನವಿ ಮಾಡಿದ್ದಾರೆ. bbox=[943, 1115, 1118, 1348]
article-voters-body1 bbox=[1143, 1331, 1492, 1555]
